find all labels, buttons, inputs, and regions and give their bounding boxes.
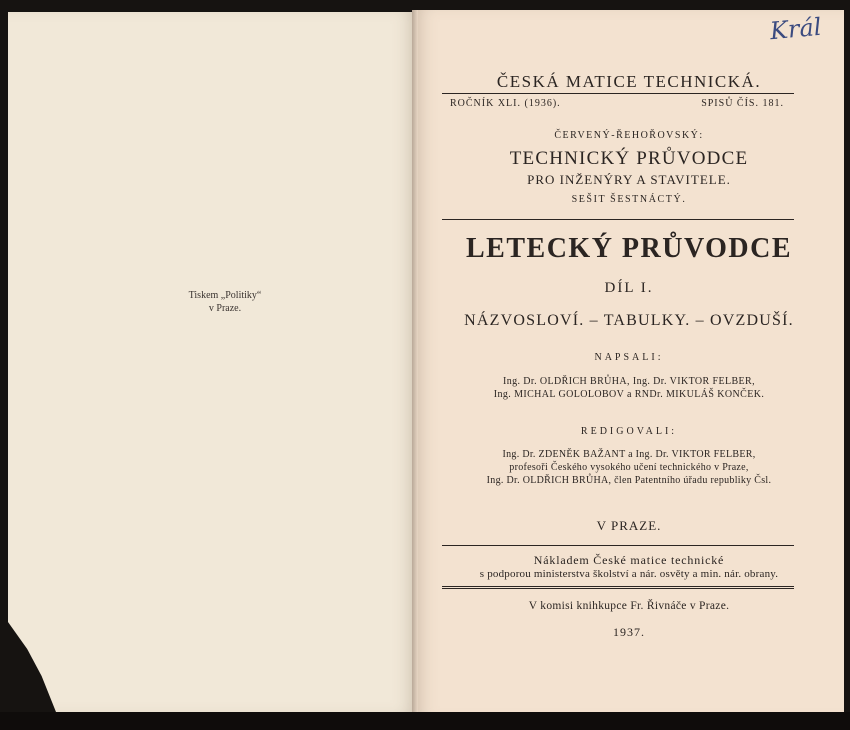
technical-guide-subtitle: PRO INŽENÝRY A STAVITELE. <box>527 172 731 187</box>
technical-guide-title: TECHNICKÝ PRŮVODCE <box>509 148 749 169</box>
volume-year: ROČNÍK XLI. (1936). <box>450 98 561 109</box>
scan-bottom-edge <box>0 712 850 730</box>
rule-publisher-bottom <box>442 586 794 589</box>
printer-note <box>160 289 290 315</box>
booklet-number: SEŠIT ŠESTNÁCTÝ. <box>571 194 687 205</box>
series-title: ČESKÁ MATICE TECHNICKÁ. <box>496 72 762 91</box>
publication-year: 1937. <box>613 625 645 639</box>
torn-corner <box>8 622 56 712</box>
subjects-line: NÁZVOSLOVÍ. – TABULKY. – OVZDUŠÍ. <box>464 312 794 329</box>
left-page <box>8 12 416 712</box>
rule-series <box>442 93 794 94</box>
series-authors: ČERVENÝ-ŘEHOŘOVSKÝ: <box>554 130 704 141</box>
rule-publisher-top <box>442 545 794 546</box>
series-number: SPISŮ ČÍS. 181. <box>701 98 784 109</box>
support-line: s podporou ministerstva školství a nár. osvěty a min. nár. obrany. <box>479 568 779 580</box>
book-spine <box>412 10 418 718</box>
place-of-publication: V PRAZE. <box>596 518 662 533</box>
editors-line-3: Ing. Dr. OLDŘICH BRŮHA, člen Patentního úřadu republiky Čsl. <box>486 475 772 486</box>
printer-line-1: Tiskem „Politiky“ <box>188 290 262 301</box>
part-number: DÍL I. <box>604 280 654 296</box>
written-by-label: NAPSALI: <box>594 352 664 363</box>
handwritten-note: Král <box>768 12 823 46</box>
printer-line-2: v Praze. <box>208 303 242 314</box>
rule-main <box>442 219 794 220</box>
commission-line: V komisi knihkupce Fr. Řivnáče v Praze. <box>528 600 730 612</box>
authors-line-1: Ing. Dr. OLDŘICH BRŮHA, Ing. Dr. VIKTOR FELBER, <box>502 376 756 387</box>
edited-by-label: REDIGOVALI: <box>580 426 678 437</box>
publisher-line: Nákladem České matice technické <box>533 553 725 567</box>
editors-line-2: profesoři Českého vysokého učení technického v Praze, <box>509 462 749 473</box>
editors-line-1: Ing. Dr. ZDENĚK BAŽANT a Ing. Dr. VIKTOR FELBER, <box>502 449 756 460</box>
main-title: LETECKÝ PRŮVODCE <box>465 233 793 264</box>
authors-line-2: Ing. MICHAL GOLOLOBOV a RNDr. MIKULÁŠ KONČEK. <box>493 389 765 400</box>
